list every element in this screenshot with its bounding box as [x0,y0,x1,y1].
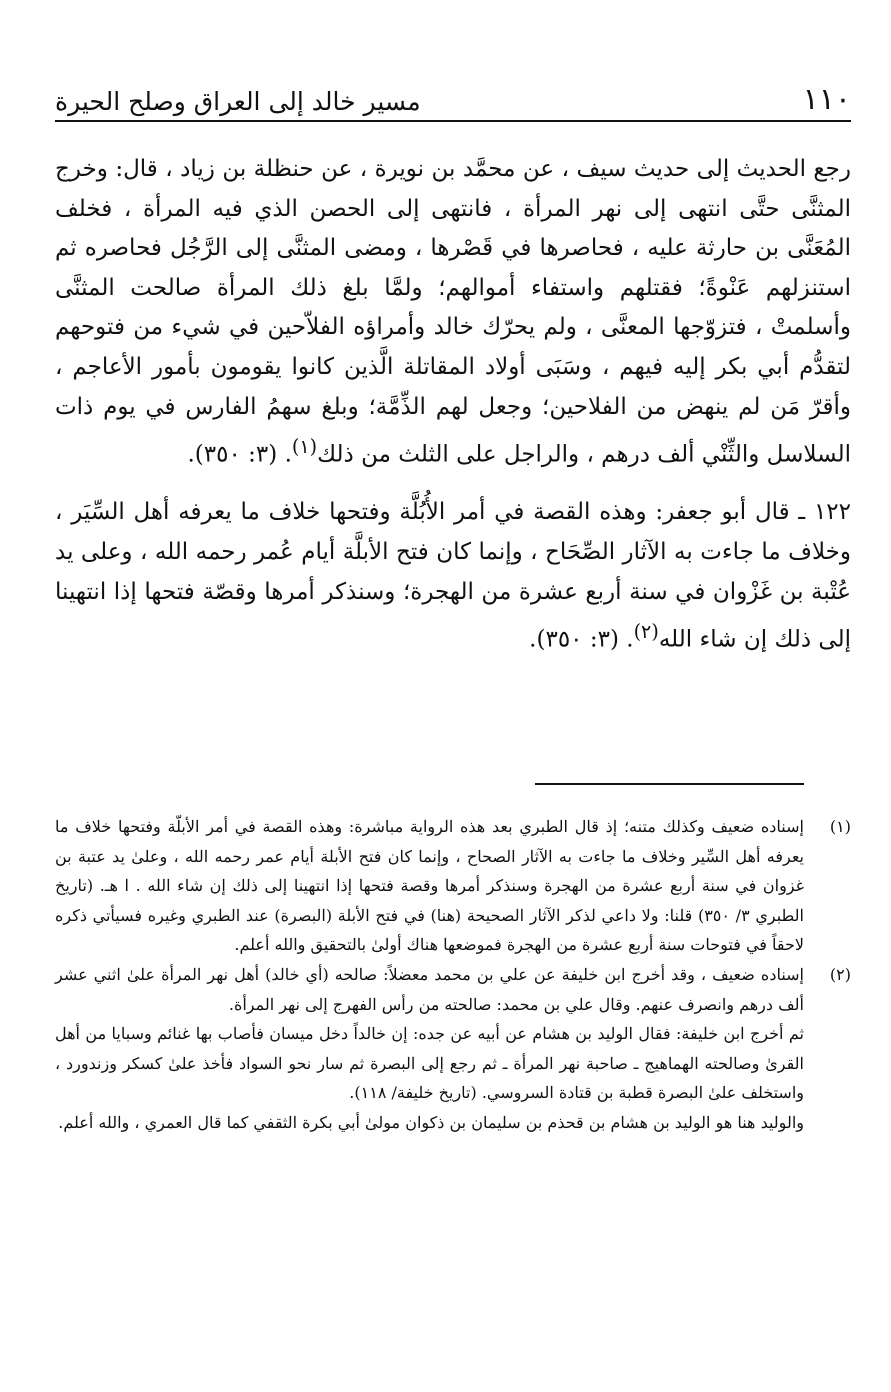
paragraph-1-text: رجع الحديث إلى حديث سيف ، عن محمَّد بن نويرة ، عن حنظلة بن زياد ، قال: وخرج المثنَّى حتَّى انتهى إلى نهر المرأة ، فانتهى إلى الحصن الذي فيه المرأة ، فخلف المُعَنَّى بن حارثة عليه ، فحاصرها في قَصْرها ، ومضى المثنَّى إلى الرَّجُل فحاصره ثم استنزلهم عَنْوةً؛ فقتلهم واستفاء أموالهم؛ ولمَّا بلغ ذلك المرأة صالحت المثنَّى وأسلمتْ ، فتزوّجها المعنَّى ، ولم يحرّك خالد وأمراؤه الفلاّحين في شيء من فتوحهم لتقدُّم أبي بكر إليه فيهم ، وسَبَى أولاد المقاتلة الَّذين كانوا يقومون بأمور الأعاجم ، وأقرّ مَن لم ينهض من الفلاحين؛ وجعل لهم الذِّمَّة؛ وبلغ سهمُ الفارس في يوم ذات السلاسل والثِّنْي ألف درهم ، والراجل على الثلث من ذلك [55,156,852,468]
paragraph-2-text: ١٢٢ ـ قال أبو جعفر: وهذه القصة في أمر الأُبُلَّة وفتحها خلاف ما يعرفه أهل السِّيَر ، وخلاف ما جاءت به الآثار الصِّحَاح ، وإنما كان فتح الأبلَّة أيام عُمر رحمه الله ، وعلى يد عُتْبة بن غَزْوان في سنة أربع عشرة من الهجرة؛ وسنذكر أمرها وقصّة فتحها إذا انتهينا إلى ذلك إن شاء الله [55,499,851,653]
footnote-number: (٢) [829,964,851,984]
footnote-paragraph: إسناده ضعيف ، وقد أخرج ابن خليفة عن علي بن محمد معضلاً: صالحه (أي خالد) أهل نهر المرأة علىٰ اثني عشر ألف درهم وانصرف عنهم. وقال علي بن محمد: صالحته من رأس الفهرج إلى نهر المرأة. [55,964,804,1014]
running-title: مسير خالد إلى العراق وصلح الحيرة [55,87,421,116]
footnote-1 [55,812,851,960]
footnotes [55,812,851,1138]
footnote-number: (١) [829,817,851,836]
paragraph-2-reference: . (٣: ٣٥٠). [529,626,634,653]
footnote-paragraph: ثم أخرج ابن خليفة: فقال الوليد بن هشام عن أبيه عن جده: إن خالداً دخل ميسان فأصاب بها غنائم وسبايا من أهل القرىٰ وصالحته الهماهيج ـ صاحبة نهر المرأة ـ ثم رجع إلى البصرة ثم سار نحو السواد فأخذ علىٰ كسكر وزندورد ، واستخلف علىٰ البصرة قطبة بن قتادة السروسي. (تاريخ خليفة/ ١١٨). [55,1024,805,1103]
footnote-paragraph: إسناده ضعيف وكذلك متنه؛ إذ قال الطبري بعد هذه الرواية مباشرة: وهذه القصة في أمر الأبلّة وفتحها خلاف ما يعرفه أهل السِّير وخلاف ما جاءت به الآثار الصحاح ، وإنما كان فتح الأبلة أيام عمر رحمه الله ، وعلىٰ يد عتبة بن غزوان في سنة أربع عشرة من الهجرة وسنذكر أمرها وقصة فتحها إذا انتهينا إلى ذلك إن شاء الله . ا هـ. (تاريخ الطبري ٣/ ٣٥٠) قلنا: ولا داعي لذكر الآثار الصحيحة (هنا) في فتح الأبلة (البصرة) عند الطبري وغيره فسيأتي ذكره لاحقاً في فتوحات سنة أربع عشرة من الهجرة فموضعها هناك أولىٰ بالتحقيق والله أعلم. [55,817,804,955]
page-number: ١١٠ [802,82,851,117]
paragraph-2 [55,493,851,660]
footnote-text [55,960,804,1138]
main-text [55,150,851,660]
footnote-marker-2: (٢) [633,620,659,644]
paragraph-1 [55,150,851,475]
footnote-paragraph: والوليد هنا هو الوليد بن هشام بن قحذم بن سليمان بن ذكوان مولىٰ أبي بكرة الثقفي كما قال العمري ، والله أعلم. [58,1112,804,1132]
footnote-text [55,812,804,960]
footnote-divider [535,783,804,785]
paragraph-1-reference: . (٣: ٣٥٠). [187,441,292,468]
page-header [55,84,851,122]
footnote-marker-1: (١) [291,435,318,459]
footnote-2 [55,960,851,1138]
